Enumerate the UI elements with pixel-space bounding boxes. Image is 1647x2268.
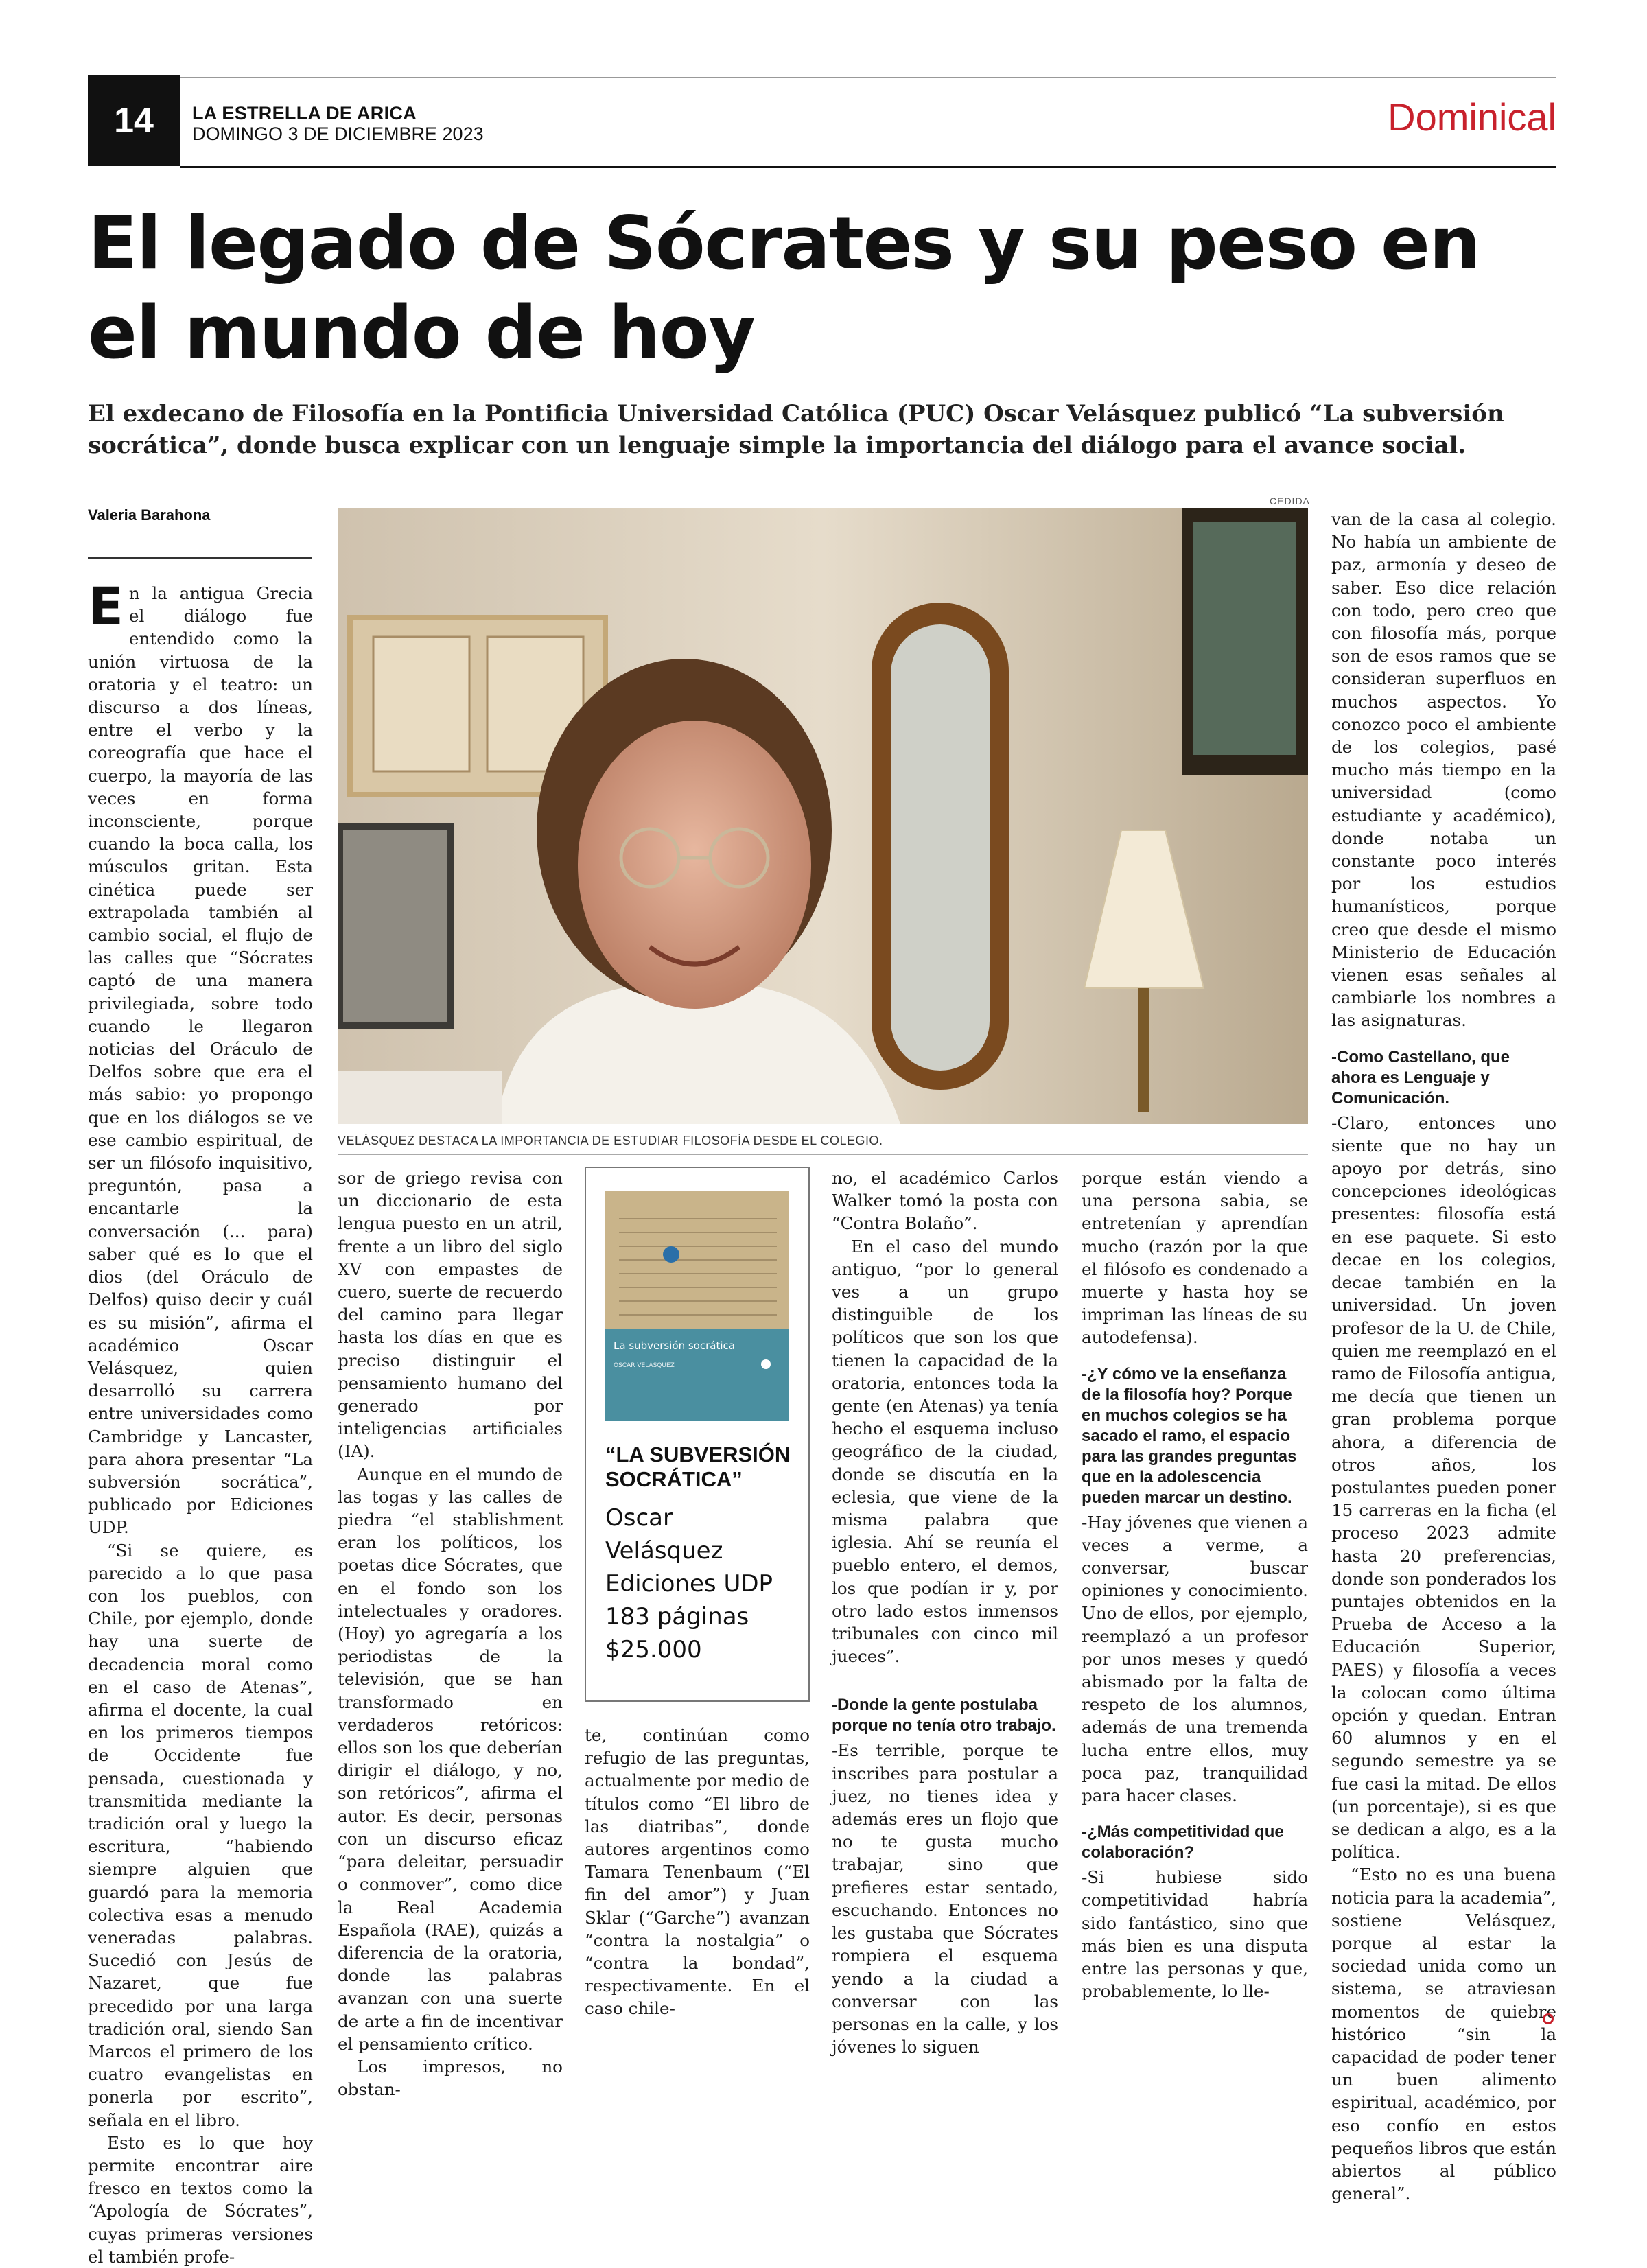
deck-summary: El exdecano de Filosofía en la Pontificia Universidad Católica (PUC) Oscar Velásquez publicó “La subversión socrática”, donde busca explicar con un lenguaje simple la importancia del diálogo para el avance social.: [88, 400, 1504, 459]
interview-answer: -Si hubiese sido competitividad habría sido fantástico, sino que más bien es una disputa entre las personas y que, probablemente, lo lle-: [1082, 1867, 1308, 2002]
book-cover-art: [605, 1191, 789, 1421]
portrait-illustration: [338, 508, 1308, 1124]
end-of-article-icon: [1543, 2013, 1554, 2024]
column-2: [338, 1167, 563, 2101]
newspaper-name: LA ESTRELLA DE ARICA: [192, 103, 417, 124]
issue-date: DOMINGO 3 DE DICIEMBRE 2023: [192, 124, 484, 144]
paragraph: porque están viendo a una persona sabia, se entretenían y aprendían mucho (razón por la que el filósofo es condenado a muerte y hasta hoy se impriman las líneas de su autodefensa).: [1082, 1168, 1308, 1348]
book-price: $25.000: [605, 1636, 702, 1663]
book-author-last: Velásquez: [605, 1537, 723, 1565]
interview-question: -¿Más competitividad que colaboración?: [1082, 1823, 1284, 1862]
interview-answer: -Claro, entonces uno siente que no hay un apoyo por detrás, sino concepciones ideológicas presentes: filosofía está en ese paquete. Si esto decae en los colegios, decae también en la universidad. Un joven profesor de la U. de Chile, quien me reemplazó en el ramo de Filosofía antigua, me decía que tienen un gran problema porque ahora, a diferencia de otros años, los postulantes pueden poner 15 carreras en la ficha (el proceso 2023 admite hasta 20 preferencias, donde son ponderados los puntajes obtenidos en la Prueba de Acceso a la Educación Superior, PAES) y filosofía a veces la colocan como última opción y quedan. Entran 60 alumnos y en el segundo semestre ya se fue casi la mitad. De ellos (un porcentaje), si es que se dedican a algo, es a la política.: [1331, 1112, 1556, 1862]
page-number: 14: [88, 75, 180, 166]
book-cover: [605, 1191, 789, 1421]
book-publisher: Ediciones UDP: [605, 1570, 773, 1598]
paragraph: no, el académico Carlos Walker tomó la posta con “Contra Bolaño”.: [832, 1168, 1058, 1234]
paragraph: En el caso del mundo antiguo, “por lo general ves a un grupo distinguible de los políticos que son los que tienen la capacidad de la oratoria, entonces toda la gente (en Atenas) ya tenía hecho el esquema incluso geográfico de la ciudad, donde se discutía en la eclesia, que viene de la misma palabra que iglesia. Ahí se reunía el pueblo entero, el demos, los que podían ir y, por otro lado estos inmensos tribunales con cinco mil jueces”.: [832, 1236, 1058, 1667]
column-3-bottom: [585, 1724, 810, 2020]
photo-credit: CEDIDA: [1270, 495, 1310, 506]
book-title: “LA SUBVERSIÓN SOCRÁTICA”: [605, 1442, 791, 1491]
section-name: Dominical: [1388, 95, 1556, 139]
interview-question: -Como Castellano, que ahora es Lenguaje y Comunicación.: [1331, 1047, 1510, 1108]
byline: Valeria Barahona: [88, 506, 211, 524]
header-bottom-rule: [180, 166, 1556, 168]
headline: El legado de Sócrates y su peso en el mundo de hoy: [88, 201, 1480, 375]
byline-rule: [88, 557, 312, 559]
book-author-first: Oscar: [605, 1504, 673, 1532]
interview-answer: -Es terrible, porque te inscribes para postular a juez, no tienes idea y además eres un flojo que no te gusta mucho trabajar, sino que prefieres estar sentado, escuchando. Entonces no les gustaba que Sócrates rompiera el esquema yendo a la ciudad a conversar con las personas en la calle, y los jóvenes lo siguen: [832, 1740, 1058, 2057]
paragraph: “Si se quiere, es parecido a lo que pasa con los pueblos, con Chile, por ejemplo, donde hay una suerte de decadencia moral como en el caso de Atenas”, afirma el docente, la cual en los primeros tiempos de Occidente fue pensada, cuestionada y transmitida mediante la tradición oral y luego la escritura, “habiendo siempre alguien que guardó para la memoria colectiva esas a menudo veneradas palabras. Sucedió con Jesús de Nazaret, que fue precedido por una larga tradición oral, siendo San Marcos el primero de los cuatro evangelistas en ponerla por escrito”, señala en el libro.: [88, 1540, 313, 2130]
column-6: [1331, 508, 1556, 2205]
photo-caption: VELÁSQUEZ DESTACA LA IMPORTANCIA DE ESTUDIAR FILOSOFÍA DESDE EL COLEGIO.: [338, 1134, 883, 1147]
cover-title: La subversión socrática: [614, 1340, 735, 1352]
paragraph: te, continúan como refugio de las preguntas, actualmente por medio de títulos como “El libro de las diatribas”, donde autores argentinos como Tamara Tenenbaum (“El fin del amor”) y Juan Sklar (“Garche”) avanzan “contra la nostalgia” o “contra la bondad”, respectivamente. En el caso chile-: [585, 1725, 810, 2019]
paragraph: Los impresos, no obstan-: [338, 2056, 563, 2100]
column-1: [88, 576, 313, 2268]
paragraph: sor de griego revisa con un diccionario de esta lengua puesto en un atril, frente a un libro del siglo XV con empastes de cuero, suerte de recuerdo del camino para llegar hasta los días en que es preciso distinguir el pensamiento humano del generado por inteligencias artificiales (IA).: [338, 1168, 563, 1462]
book-pages: 183 páginas: [605, 1603, 749, 1630]
interview-question: -Donde la gente postulaba porque no tenía otro trabajo.: [832, 1696, 1056, 1735]
drop-cap: E: [88, 576, 124, 637]
caption-rule: [338, 1154, 1308, 1155]
paragraph: Esto es lo que hoy permite encontrar aire fresco en textos como la “Apología de Sócrates”, cuyas primeras versiones el también profe-: [88, 2132, 313, 2267]
header-top-rule: [180, 77, 1556, 78]
paragraph: Aunque en el mundo de las togas y las calles de piedra “el stablishment eran los políticos, los poetas dice Sócrates, que en el fondo son los intelectuales y oradores. (Hoy) yo agregaría a los periodistas de la televisión, que se han transformado en verdaderos retóricos: ellos son los que deberían dirigir el diálogo, y no, son retóricos”, afirma el autor. Es decir, personas con un discurso eficaz “para deleitar, persuadir o conmover”, como dice la Real Academia Española (RAE), quizás a diferencia de la oratoria, donde las palabras avanzan con una suerte de arte a fin de incentivar el pensamiento crítico.: [338, 1464, 563, 2054]
column-5: [1082, 1167, 1308, 2002]
column-4: [832, 1167, 1058, 2058]
paragraph: “Esto no es una buena noticia para la academia”, sostiene Velásquez, porque al estar la sociedad unida como un sistema, se atraviesan momentos de quiebre histórico “sin la capacidad de poder tener un buen alimento espiritual, académico, por eso confío en estos pequeños libros que están abiertos al público general”.: [1331, 1864, 1556, 2204]
portrait-photo: [338, 508, 1308, 1124]
cover-author: OSCAR VELÁSQUEZ: [614, 1362, 675, 1369]
paragraph: van de la casa al colegio. No había un ambiente de paz, armonía y deseo de saber. Eso dice relación con todo, pero creo que con filosofía más, porque son de esos ramos que se consideran superfluos en muchos aspectos. Yo conozco poco el ambiente de los colegios, pasé mucho más tiempo en la universidad (como estudiante y académico), donde notaba un constante poco interés por los estudios humanísticos, porque creo que desde el mismo Ministerio de Educación vienen esas señales al cambiarle los nombres a las asignaturas.: [1331, 509, 1556, 1031]
lead-paragraph: En la antigua Grecia el diálogo fue entendido como la unión virtuosa de la oratoria y el teatro: un discurso a dos líneas, entre el verbo y la coreografía que hace el cuerpo, la mayoría de las veces en forma inconsciente, porque cuando la boca calla, los músculos gritan. Esta cinética puede ser extrapolada también al cambio social, el flujo de las calles que “Sócrates captó de una manera privilegiada, sobre todo cuando le llegaron noticias del Oráculo de Delfos sobre que era el más sabio: yo propongo que en los diálogos se ve ese cambio espiritual, de ser un filósofo inquisitivo, preguntón, pasa a encantarle la conversación (... para) saber qué es lo que el dios (del Oráculo de Delfos) quiso decir y cuál es su misión”, afirma el académico Oscar Velásquez, quien desarrolló su carrera entre universidades como Cambridge y Lancaster, para ahora presentar “La subversión socrática”, publicado por Ediciones UDP.: [88, 576, 313, 1538]
interview-question: -¿Y cómo ve la enseñanza de la filosofía hoy? Porque en muchos colegios se ha sacado el ramo, el espacio para las grandes preguntas que en la adolescencia pueden marcar un destino.: [1082, 1364, 1297, 1507]
interview-answer: -Hay jóvenes que vienen a veces a verme, a conversar, buscar opiniones y conocimiento. Uno de ellos, por ejemplo, reemplazó a un profesor por unos meses y quedó abismado por la falta de respeto de los alumnos, además de una tremenda lucha entre ellos, muy poca paz, tranquilidad para hacer clases.: [1082, 1512, 1308, 1806]
